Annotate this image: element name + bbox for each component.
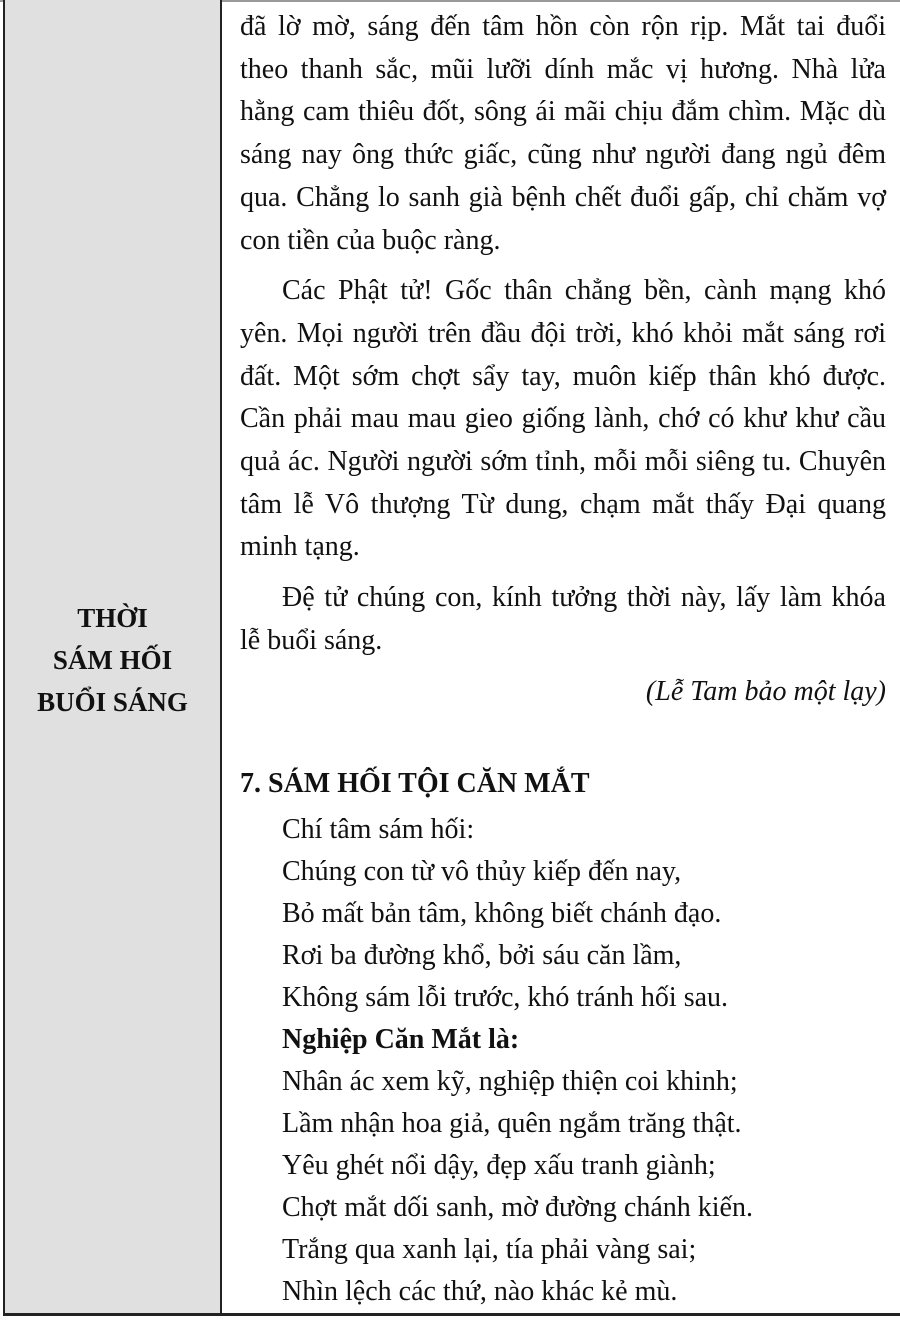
section-heading: 7. SÁM HỐI TỘI CĂN MẮT [240, 767, 590, 799]
verse-line: Lầm nhận hoa giả, quên ngắm trăng thật. [282, 1107, 742, 1139]
section-label-line: SÁM HỐI [52, 645, 173, 675]
verse-line: Chí tâm sám hối: [282, 813, 475, 845]
page-table [3, 0, 900, 1316]
section-label [5, 597, 220, 723]
paragraph: Các Phật tử! Gốc thân chẳng bền, cành mạng khó yên. Mọi người trên đầu đội trời, khó khỏi mắt sáng rơi đất. Một sớm chợt sẩy tay, muôn kiếp thân khó được. Cần phải mau mau gieo giống lành, chớ có khư khư cầu quả ác. Người người sớm tỉnh, mỗi mỗi siêng tu. Chuyên tâm lễ Vô thượng Từ dung, chạm mắt thấy Đại quang minh tạng. [240, 275, 886, 563]
verse-block [240, 809, 886, 1313]
verse-line: Không sám lỗi trước, khó tránh hối sau. [282, 981, 729, 1013]
section-label-line: THỜI [77, 603, 148, 633]
verse-line: Chúng con từ vô thủy kiếp đến nay, [282, 855, 682, 887]
section-label-line: BUỔI SÁNG [37, 687, 188, 717]
paragraph: đã lờ mờ, sáng đến tâm hồn còn rộn rịp. Mắt tai đuổi theo thanh sắc, mũi lưỡi dính mắc vị hương. Nhà lửa hằng cam thiêu đốt, sông ái mãi chịu đắm chìm. Mặc dù sáng nay ông thức giấc, cũng như người đang ngủ đêm qua. Chẳng lo sanh già bệnh chết đuổi gấp, chỉ chăm vợ con tiền của buộc ràng. [240, 11, 886, 256]
ritual-note: (Lễ Tam bảo một lạy) [645, 675, 886, 707]
verse-line: Bỏ mất bản tâm, không biết chánh đạo. [282, 897, 722, 929]
paragraph: Đệ tử chúng con, kính tưởng thời này, lấy làm khóa lễ buổi sáng. [240, 582, 886, 656]
verse-line: Chợt mắt dối sanh, mờ đường chánh kiến. [282, 1191, 753, 1223]
content-column [224, 0, 900, 1313]
verse-line: Rơi ba đường khổ, bởi sáu căn lầm, [282, 939, 682, 971]
verse-line: Nhân ác xem kỹ, nghiệp thiện coi khinh; [282, 1065, 738, 1097]
section-label-column [5, 0, 222, 1313]
verse-subheading: Nghiệp Căn Mắt là: [282, 1023, 520, 1055]
verse-line: Yêu ghét nổi dậy, đẹp xấu tranh giành; [282, 1149, 716, 1181]
verse-line: Nhìn lệch các thứ, nào khác kẻ mù. [282, 1275, 678, 1307]
verse-line: Trắng qua xanh lại, tía phải vàng sai; [282, 1233, 697, 1265]
